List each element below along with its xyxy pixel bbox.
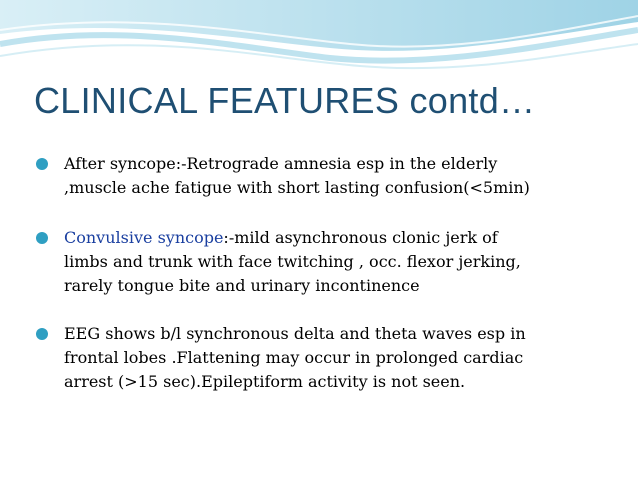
bullet-line: arrest (>15 sec).Epileptiform activity is not seen. — [64, 372, 466, 391]
bullet-line: ,muscle ache fatigue with short lasting confusion(<5min) — [64, 178, 530, 197]
slide-title: CLINICAL FEATURES contd… — [34, 80, 536, 121]
bullet-dot-icon — [36, 328, 48, 340]
bullet-line: rarely tongue bite and urinary incontinence — [64, 276, 420, 295]
bullet-line: frontal lobes .Flattening may occur in prolonged cardiac — [64, 348, 524, 367]
bullet-line: limbs and trunk with face twitching , occ. flexor jerking, — [64, 252, 521, 271]
bullet-item-after-syncope — [34, 152, 614, 200]
bullet-line: After syncope:-Retrograde amnesia esp in the elderly — [64, 154, 498, 173]
bullet-line-rest: :-mild asynchronous clonic jerk of — [223, 228, 498, 247]
bullet-line: EEG shows b/l synchronous delta and theta waves esp in — [64, 324, 526, 343]
bullet-dot-icon — [36, 158, 48, 170]
bullet-line — [64, 226, 614, 250]
decorative-wave-header — [0, 0, 638, 80]
bullet-list — [34, 152, 614, 420]
bullet-dot-icon — [36, 232, 48, 244]
bullet-item-eeg — [34, 322, 614, 394]
highlight-term: Convulsive syncope — [64, 228, 224, 247]
bullet-item-convulsive-syncope — [34, 226, 614, 298]
